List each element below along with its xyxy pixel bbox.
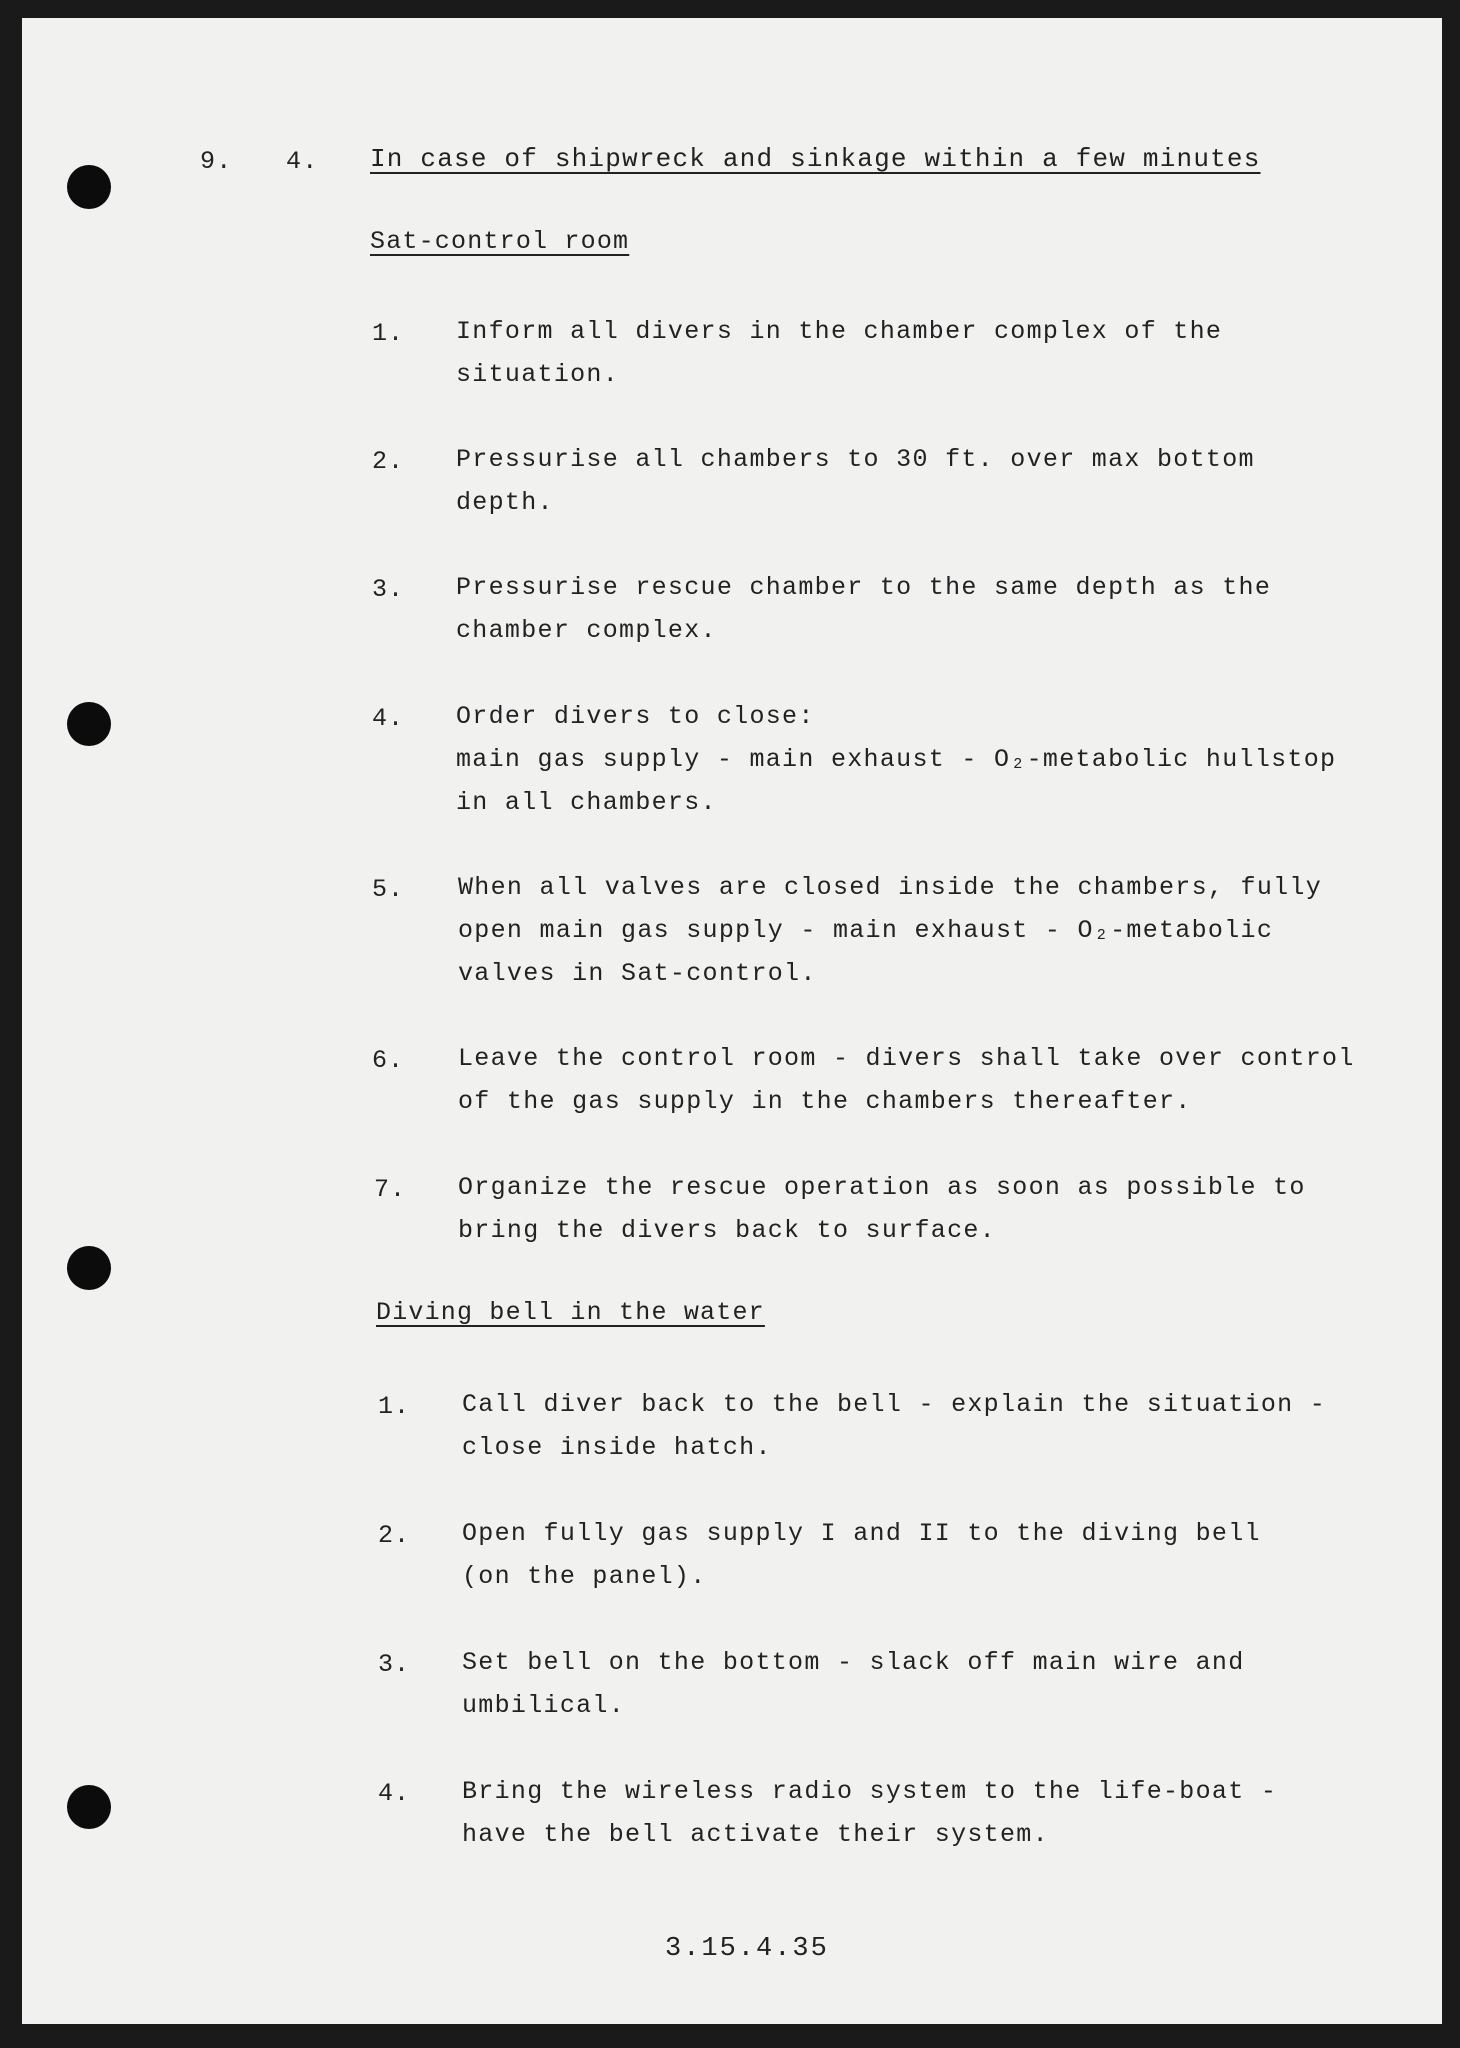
bell-item-4-number: 4. xyxy=(378,1779,411,1808)
sat-item-5-number: 5. xyxy=(372,875,405,904)
punch-hole-1 xyxy=(67,165,111,209)
bell-item-1-number: 1. xyxy=(378,1392,411,1421)
diving-bell-heading: Diving bell in the water xyxy=(376,1298,765,1327)
sat-item-7-number: 7. xyxy=(374,1175,407,1204)
bell-item-3-text: Set bell on the bottom - slack off main wire and umbilical. xyxy=(462,1648,1245,1720)
sat-item-2-number: 2. xyxy=(372,447,405,476)
sat-item-6-number: 6. xyxy=(372,1046,405,1075)
section-title: In case of shipwreck and sinkage within a few minutes xyxy=(370,144,1261,174)
bell-item-2-text: Open fully gas supply I and II to the diving bell (on the panel). xyxy=(462,1519,1261,1591)
sat-item-5-text: When all valves are closed inside the chambers, fully open main gas supply - main exhaust - O₂-metabolic valves in Sat-control. xyxy=(458,873,1323,988)
sat-item-3-number: 3. xyxy=(372,575,405,604)
bell-item-4-text: Bring the wireless radio system to the life-boat - have the bell activate their system. xyxy=(462,1777,1278,1849)
punch-hole-4 xyxy=(67,1785,111,1829)
sat-item-4-number: 4. xyxy=(372,704,405,733)
sat-item-2-text: Pressurise all chambers to 30 ft. over max bottom depth. xyxy=(456,445,1255,517)
bell-item-1-text: Call diver back to the bell - explain the situation - close inside hatch. xyxy=(462,1390,1327,1462)
section-number-minor: 4. xyxy=(286,147,319,176)
document-page xyxy=(22,18,1442,2024)
sat-item-4-text: Order divers to close: main gas supply - main exhaust - O₂-metabolic hullstop in all chambers. xyxy=(456,702,1337,817)
sat-control-heading: Sat-control room xyxy=(370,227,630,256)
sat-item-1-number: 1. xyxy=(372,319,405,348)
sat-item-1-text: Inform all divers in the chamber complex of the situation. xyxy=(456,317,1223,389)
sat-item-7-text: Organize the rescue operation as soon as possible to bring the divers back to surface. xyxy=(458,1173,1306,1245)
punch-hole-2 xyxy=(67,702,111,746)
page-reference: 3.15.4.35 xyxy=(665,1934,829,1964)
section-number-major: 9. xyxy=(200,147,233,176)
punch-hole-3 xyxy=(67,1246,111,1290)
sat-item-3-text: Pressurise rescue chamber to the same depth as the chamber complex. xyxy=(456,573,1272,645)
bell-item-3-number: 3. xyxy=(378,1650,411,1679)
sat-item-6-text: Leave the control room - divers shall take over control of the gas supply in the chambers thereafter. xyxy=(458,1044,1355,1116)
bell-item-2-number: 2. xyxy=(378,1521,411,1550)
